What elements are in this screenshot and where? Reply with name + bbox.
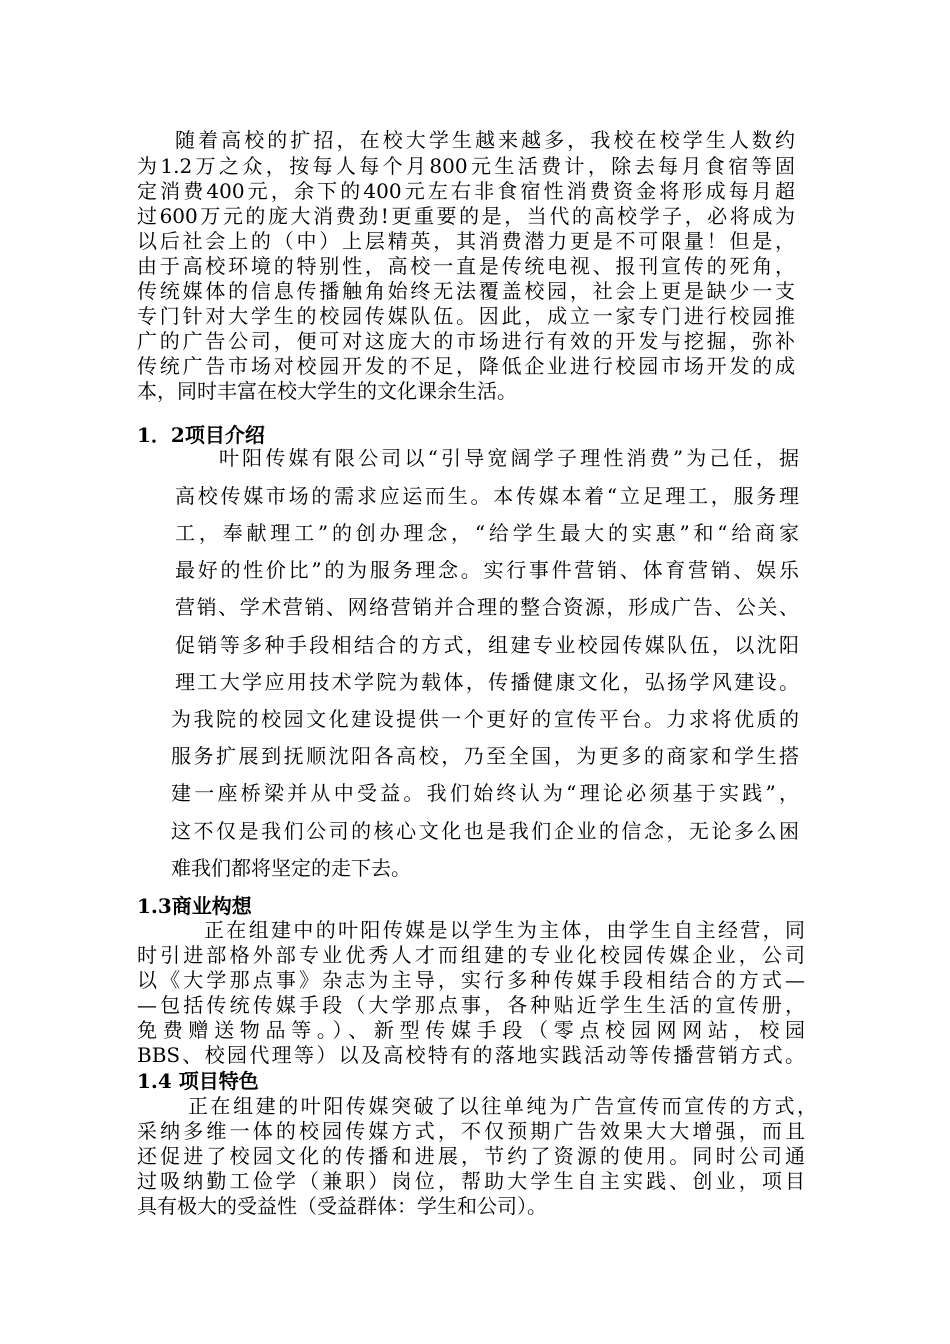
- intro-paragraph-line: 定消费400元，余下的400元左右非食宿性消费资金将形成每月超: [137, 179, 795, 203]
- intro-paragraph-line: 为1.2万之众，按每人每个月800元生活费计，除去每月食宿等固: [137, 154, 795, 178]
- intro-paragraph-line: 以后社会上的（中）上层精英，其消费潜力更是不可限量！但是，: [137, 229, 795, 253]
- project-intro-line: 理工大学应用技术学院为载体，传播健康文化，弘扬学风建设。: [175, 670, 799, 694]
- project-feature-line: 正在组建的叶阳传媒突破了以往单纯为广告宣传而宣传的方式，: [188, 1094, 817, 1118]
- project-intro-line: 为我院的校园文化建设提供一个更好的宣传平台。力求将优质的: [171, 707, 799, 731]
- project-intro-line: 高校传媒市场的需求应运而生。本传媒本着“立足理工，服务理: [175, 484, 799, 508]
- intro-paragraph-line: 传统广告市场对校园开发的不足，降低企业进行校园市场开发的成: [137, 354, 795, 378]
- business-concept-line: —包括传统传媒手段（大学那点事，各种贴近学生生活的宣传册，: [137, 993, 805, 1017]
- business-concept-line: 正在组建中的叶阳传媒是以学生为主体，由学生自主经营，同: [204, 918, 805, 942]
- business-concept-line: 以《大学那点事》杂志为主导，实行多种传媒手段相结合的方式—: [137, 968, 805, 992]
- intro-paragraph-line: 随着高校的扩招，在校大学生越来越多，我校在校学生人数约: [175, 128, 795, 152]
- project-intro-line: 促销等多种手段相结合的方式，组建专业校园传媒队伍，以沈阳: [175, 633, 799, 657]
- section-heading-1-2: 1．2项目介绍: [137, 423, 265, 447]
- project-intro-line: 这不仅是我们公司的核心文化也是我们企业的信念，无论多么困: [171, 819, 799, 843]
- intro-paragraph-line: 由于高校环境的特别性，高校一直是传统电视、报刊宣传的死角，: [137, 254, 795, 278]
- project-feature-line: 具有极大的受益性（受益群体：学生和公司）。: [137, 1194, 547, 1218]
- project-feature-line: 采纳多维一体的校园传媒方式，不仅预期广告效果大大增强，而且: [137, 1119, 805, 1143]
- intro-paragraph-line: 广的广告公司，便可对这庞大的市场进行有效的开发与挖掘，弥补: [137, 329, 795, 353]
- project-intro-line: 建一座桥梁并从中受益。我们始终认为“理论必须基于实践”，: [171, 781, 799, 805]
- project-intro-line: 营销、学术营销、网络营销并合理的整合资源，形成广告、公关、: [175, 595, 799, 619]
- intro-paragraph-line: 专门针对大学生的校园传媒队伍。因此，成立一家专门进行校园推: [137, 304, 795, 328]
- section-heading-1-3: 1.3商业构想: [137, 894, 252, 918]
- project-intro-line: 工，奉献理工”的创办理念，“给学生最大的实惠”和“给商家: [175, 521, 799, 545]
- project-intro-line: 难我们都将坚定的走下去。: [171, 856, 411, 880]
- project-feature-line: 还促进了校园文化的传播和进展，节约了资源的使用。同时公司通: [137, 1144, 805, 1168]
- intro-paragraph-line: 过600万元的庞大消费劲!更重要的是，当代的高校学子，必将成为: [137, 204, 795, 228]
- business-concept-line: 免费赠送物品等。）、新型传媒手段（零点校园网网站，校园: [137, 1018, 805, 1042]
- business-concept-line: BBS、校园代理等）以及高校特有的落地实践活动等传播营销方式。: [137, 1043, 805, 1067]
- intro-paragraph-line: 本，同时丰富在校大学生的文化课余生活。: [137, 379, 517, 403]
- project-intro-line: 叶阳传媒有限公司以“引导宽阔学子理性消费”为己任，据: [219, 446, 799, 470]
- business-concept-line: 时引进部格外部专业优秀人才而组建的专业化校园传媒企业，公司: [137, 943, 805, 967]
- project-intro-line: 服务扩展到抚顺沈阳各高校，乃至全国，为更多的商家和学生搭: [171, 744, 799, 768]
- intro-paragraph-line: 传统媒体的信息传播触角始终无法覆盖校园，社会上更是缺少一支: [137, 279, 795, 303]
- project-intro-line: 最好的性价比”的为服务理念。实行事件营销、体育营销、娱乐: [175, 558, 799, 582]
- section-heading-1-4: 1.4 项目特色: [137, 1069, 259, 1093]
- project-feature-line: 过吸纳勤工俭学（兼职）岗位，帮助大学生自主实践、创业，项目: [137, 1169, 805, 1193]
